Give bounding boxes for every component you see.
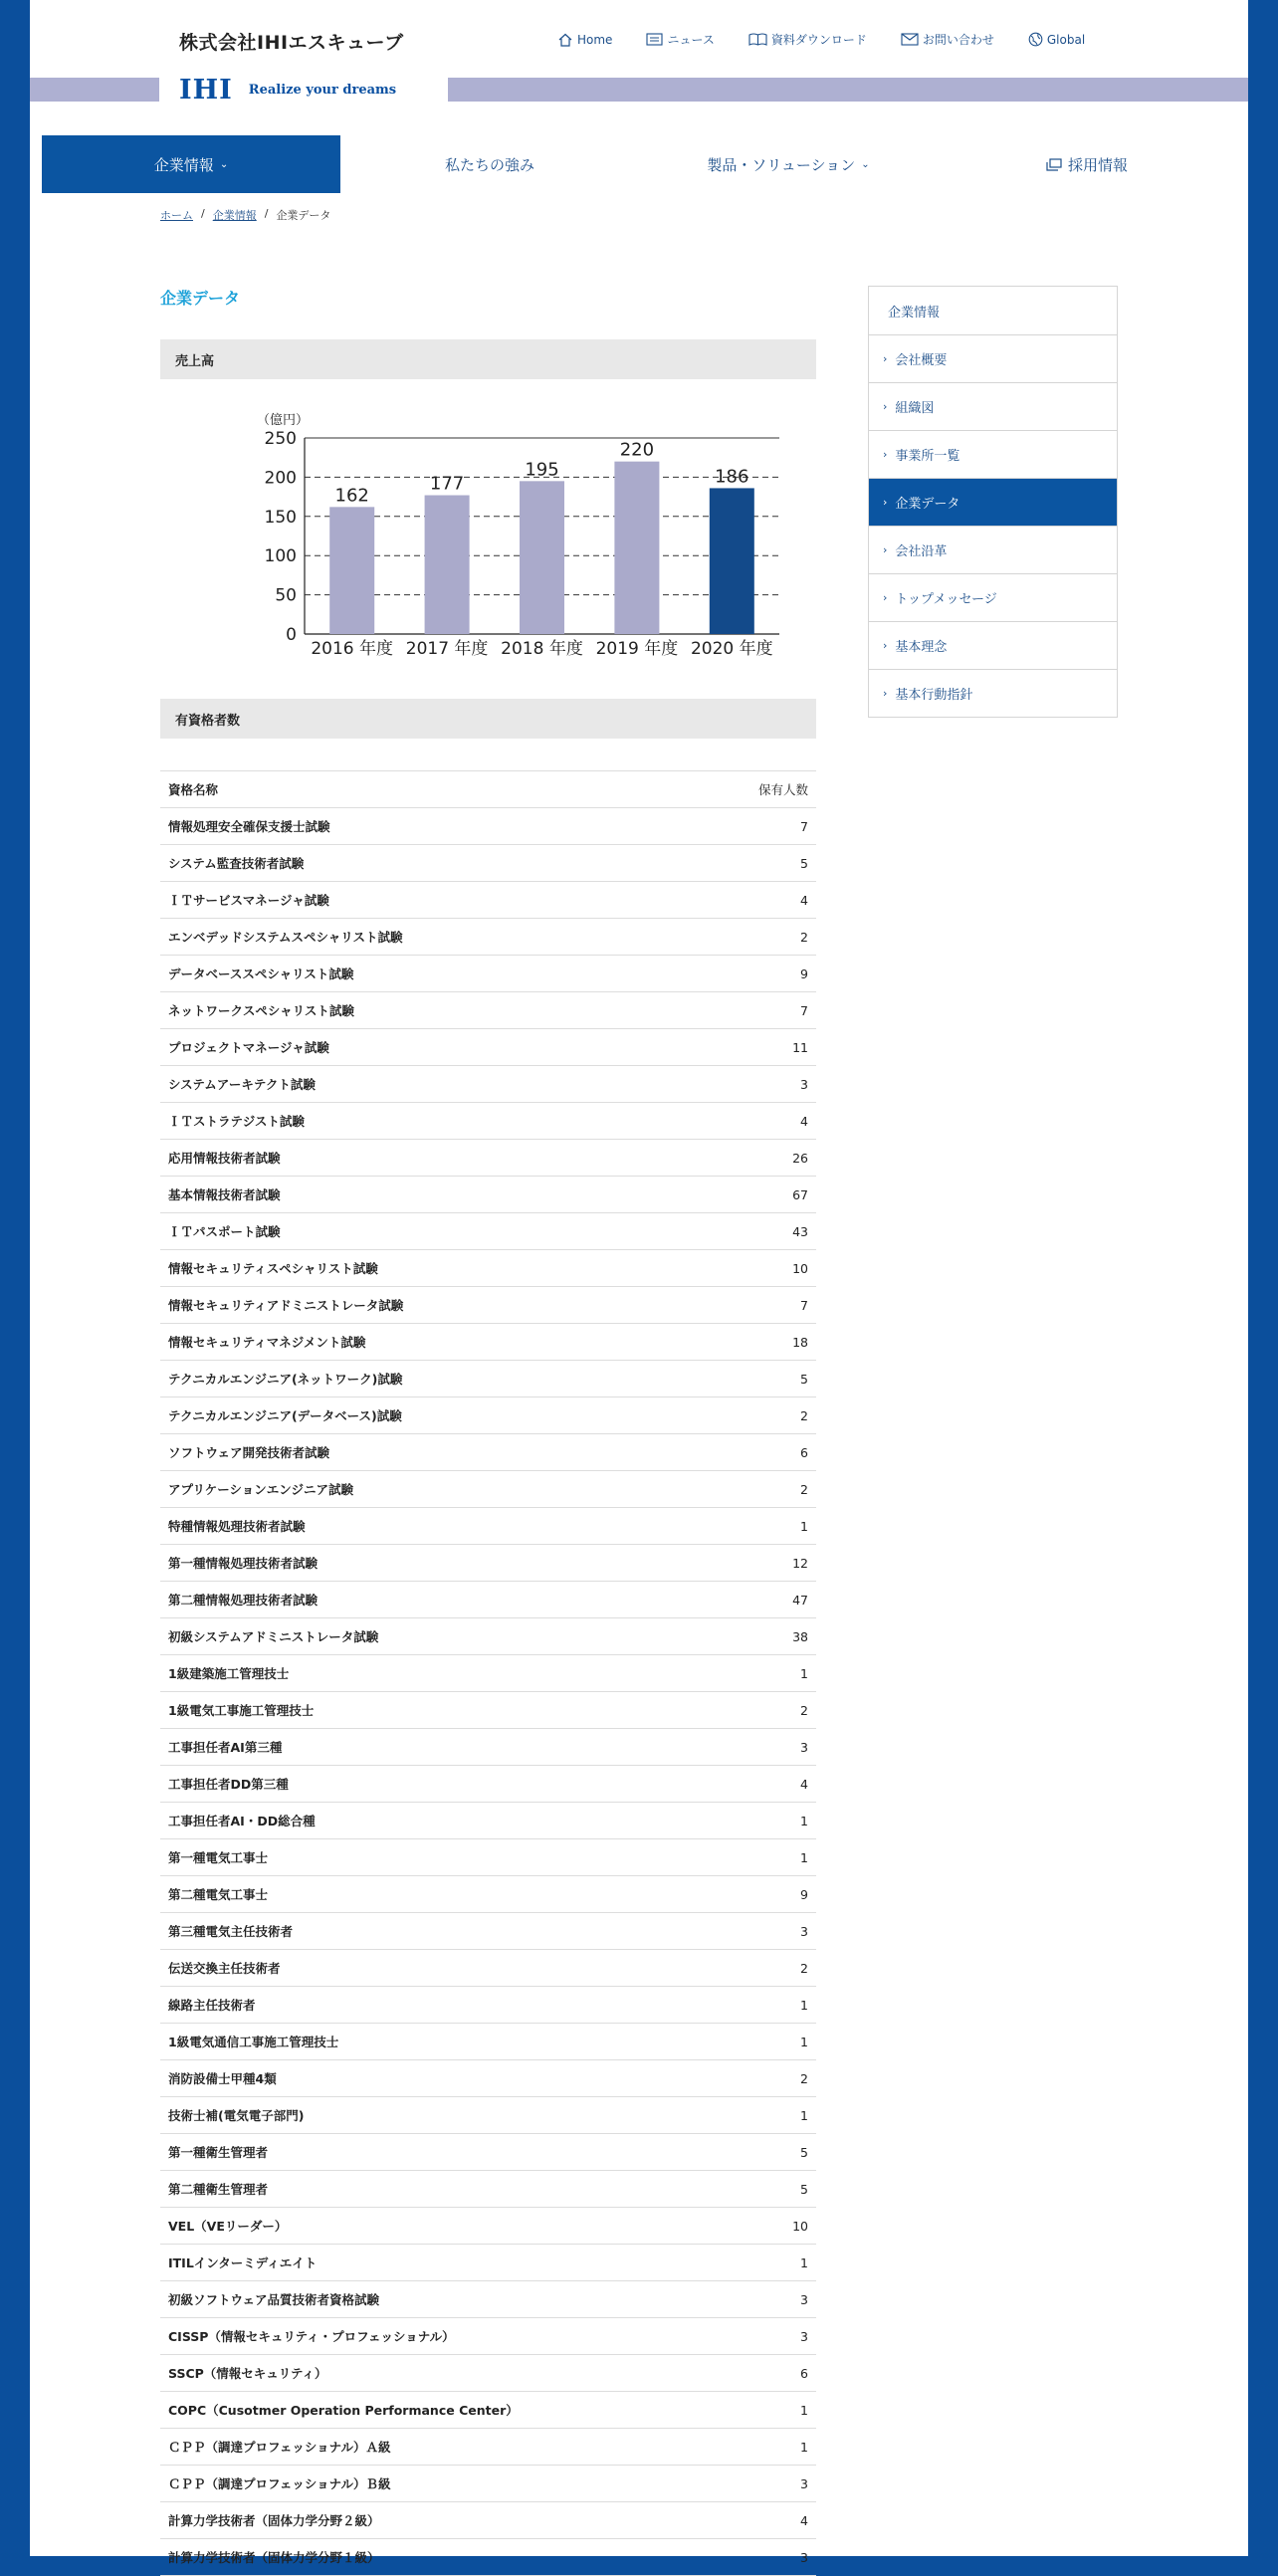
table-row xyxy=(160,2134,816,2171)
chart-bar xyxy=(329,507,374,634)
table-row xyxy=(160,1987,816,2024)
chart-x-tick-label: 2018 年度 xyxy=(501,639,583,659)
qualification-name: 第一種電気工事士 xyxy=(160,1839,717,1876)
util-global-label: Global xyxy=(1046,32,1086,47)
table-row xyxy=(160,1213,816,1250)
chart-x-tick-label: 2020 年度 xyxy=(690,639,773,659)
chevron-right-icon: › xyxy=(883,543,888,556)
chart-data-label: 220 xyxy=(619,439,655,461)
page xyxy=(30,0,1248,2565)
qualification-name: システムアーキテクト試験 xyxy=(160,1066,717,1103)
util-download-label: 資料ダウンロード xyxy=(770,33,867,47)
holder-count: 3 xyxy=(717,1913,816,1950)
table-row xyxy=(160,1766,816,1803)
chart-y-tick-label: 150 xyxy=(264,507,297,528)
holder-count: 5 xyxy=(717,845,816,882)
table-row xyxy=(160,1508,816,1545)
table-row xyxy=(160,2392,816,2429)
breadcrumb-current: 企業データ xyxy=(276,209,331,222)
holder-count: 6 xyxy=(717,2355,816,2392)
global-nav xyxy=(42,135,1236,193)
table-row xyxy=(160,1434,816,1471)
holder-count: 47 xyxy=(717,1582,816,1618)
qualification-name: 第二種情報処理技術者試験 xyxy=(160,1582,717,1618)
side-nav-title-label: 企業情報 xyxy=(888,305,941,321)
chevron-right-icon: › xyxy=(883,400,888,413)
company-name[interactable]: 株式会社IHIエスキューブ xyxy=(179,32,404,54)
table-row xyxy=(160,1250,816,1287)
table-row xyxy=(160,1397,816,1434)
side-nav-item-label: 会社概要 xyxy=(895,353,948,368)
book-icon xyxy=(748,33,767,46)
qualification-name: ＩＴパスポート試験 xyxy=(160,1213,717,1250)
news-icon xyxy=(646,33,663,46)
table-row xyxy=(160,2208,816,2245)
table-row xyxy=(160,1655,816,1692)
side-nav-item[interactable] xyxy=(869,478,1117,526)
chart-bar xyxy=(710,488,754,634)
holder-count: 7 xyxy=(717,1287,816,1324)
table-row xyxy=(160,2097,816,2134)
qualification-name: CISSP（情報セキュリティ・プロフェッショナル） xyxy=(160,2318,717,2355)
util-news-label: ニュース xyxy=(667,33,715,47)
gnav-strengths-label: 私たちの強み xyxy=(444,155,534,174)
holder-count: 3 xyxy=(717,2281,816,2318)
side-nav-item[interactable] xyxy=(869,621,1117,669)
chart-data-label: 195 xyxy=(525,459,559,481)
util-download-link[interactable] xyxy=(748,31,867,48)
holder-count: 10 xyxy=(717,1250,816,1287)
holder-count: 1 xyxy=(717,1987,816,2024)
table-row xyxy=(160,2245,816,2281)
qualification-name: 消防設備士甲種4類 xyxy=(160,2060,717,2097)
table-row xyxy=(160,845,816,882)
table-row xyxy=(160,1582,816,1618)
qualification-name: アプリケーションエンジニア試験 xyxy=(160,1471,717,1508)
holder-count: 2 xyxy=(717,1397,816,1434)
home-icon xyxy=(557,33,573,47)
holder-count: 6 xyxy=(717,1434,816,1471)
qualification-name: 第一種情報処理技術者試験 xyxy=(160,1545,717,1582)
gnav-products[interactable] xyxy=(639,135,938,193)
qualification-name: 情報処理安全確保支援士試験 xyxy=(160,808,717,845)
qualification-name: 線路主任技術者 xyxy=(160,1987,717,2024)
qualification-name: 初級ソフトウェア品質技術者資格試験 xyxy=(160,2281,717,2318)
holder-count: 11 xyxy=(717,1029,816,1066)
holder-count: 1 xyxy=(717,2429,816,2466)
util-contact-link[interactable] xyxy=(901,31,994,48)
side-nav-item-label: トップメッセージ xyxy=(895,592,997,607)
holder-count: 3 xyxy=(717,2318,816,2355)
side-nav-title[interactable] xyxy=(869,287,1117,334)
holder-count: 4 xyxy=(717,1103,816,1140)
table-row xyxy=(160,1692,816,1729)
table-row xyxy=(160,1177,816,1213)
table-row xyxy=(160,956,816,992)
column-header-name: 資格名称 xyxy=(160,771,717,808)
table-row xyxy=(160,2281,816,2318)
gnav-strengths[interactable] xyxy=(340,135,639,193)
side-nav-item[interactable] xyxy=(869,526,1117,573)
table-row xyxy=(160,1324,816,1361)
table-row xyxy=(160,882,816,919)
qualification-name: 第二種衛生管理者 xyxy=(160,2171,717,2208)
holder-count: 2 xyxy=(717,1692,816,1729)
chart-y-tick-label: 250 xyxy=(264,429,297,449)
chart-data-label: 162 xyxy=(334,485,369,507)
qualification-name: ネットワークスペシャリスト試験 xyxy=(160,992,717,1029)
sales-chart xyxy=(229,402,786,661)
table-row xyxy=(160,1140,816,1177)
holder-count: 7 xyxy=(717,808,816,845)
holder-count: 3 xyxy=(717,1729,816,1766)
holder-count: 3 xyxy=(717,2539,816,2576)
column-header-count: 保有人数 xyxy=(717,771,816,808)
qualification-name: ＣＰＰ（調達プロフェッショナル）Ａ級 xyxy=(160,2429,717,2466)
qualification-name: COPC（Cusotmer Operation Performance Center） xyxy=(160,2392,717,2429)
table-row xyxy=(160,2539,816,2576)
table-row xyxy=(160,2318,816,2355)
table-row xyxy=(160,919,816,956)
breadcrumb-home[interactable]: ホーム xyxy=(160,209,193,222)
qualification-name: 計算力学技術者（固体力学分野１級） xyxy=(160,2539,717,2576)
table-row xyxy=(160,1029,816,1066)
breadcrumb-separator: / xyxy=(264,207,269,220)
holder-count: 9 xyxy=(717,956,816,992)
qualification-name: 情報セキュリティマネジメント試験 xyxy=(160,1324,717,1361)
qualification-name: 特種情報処理技術者試験 xyxy=(160,1508,717,1545)
holder-count: 1 xyxy=(717,2245,816,2281)
holder-count: 5 xyxy=(717,2171,816,2208)
breadcrumb xyxy=(160,207,330,223)
holder-count: 2 xyxy=(717,1471,816,1508)
chart-y-tick-label: 0 xyxy=(286,625,297,645)
breadcrumb-parent[interactable]: 企業情報 xyxy=(212,209,257,222)
holder-count: 5 xyxy=(717,1361,816,1397)
qualification-name: 情報セキュリティスペシャリスト試験 xyxy=(160,1250,717,1287)
qualification-name: テクニカルエンジニア(データベース)試験 xyxy=(160,1397,717,1434)
qualification-name: 第二種電気工事士 xyxy=(160,1876,717,1913)
holder-count: 3 xyxy=(717,2466,816,2502)
gnav-company-info-label: 企業情報 xyxy=(153,155,214,174)
chart-x-tick-label: 2016 年度 xyxy=(311,639,394,659)
util-global-link[interactable] xyxy=(1028,31,1085,48)
table-body xyxy=(160,808,816,2576)
table-row xyxy=(160,1803,816,1839)
qualifications-table xyxy=(160,770,816,2576)
chart-y-tick-label: 50 xyxy=(275,585,297,606)
qualification-name: ＣＰＰ（調達プロフェッショナル）Ｂ級 xyxy=(160,2466,717,2502)
chart-bar xyxy=(425,496,470,634)
holder-count: 3 xyxy=(717,1066,816,1103)
chevron-right-icon: › xyxy=(883,352,888,365)
qualification-name: 工事担任者AI・DD総合種 xyxy=(160,1803,717,1839)
qualification-name: ＩＴサービスマネージャ試験 xyxy=(160,882,717,919)
external-window-icon xyxy=(1046,158,1062,171)
holder-count: 67 xyxy=(717,1177,816,1213)
chevron-down-icon: ⌄ xyxy=(219,158,229,170)
table-row xyxy=(160,1913,816,1950)
table-row xyxy=(160,1287,816,1324)
side-nav-item-label: 事業所一覧 xyxy=(895,449,960,464)
qualification-name: 技術士補(電気電子部門) xyxy=(160,2097,717,2134)
globe-icon xyxy=(1028,32,1043,47)
chart-bar xyxy=(520,481,564,634)
side-nav-item[interactable] xyxy=(869,430,1117,478)
table-row xyxy=(160,2024,816,2060)
mail-icon xyxy=(901,33,919,46)
qualification-name: 第一種衛生管理者 xyxy=(160,2134,717,2171)
side-nav-item-label: 組織図 xyxy=(895,401,935,416)
holder-count: 1 xyxy=(717,1508,816,1545)
table-row xyxy=(160,1545,816,1582)
gnav-company-info[interactable] xyxy=(42,135,340,193)
qualification-name: 工事担任者DD第三種 xyxy=(160,1766,717,1803)
side-nav xyxy=(868,286,1118,718)
side-nav-item[interactable] xyxy=(869,382,1117,430)
qualification-name: エンベデッドシステムスペシャリスト試験 xyxy=(160,919,717,956)
page-title: 企業データ xyxy=(160,289,241,308)
chevron-right-icon: › xyxy=(883,591,888,604)
table-row xyxy=(160,1103,816,1140)
chevron-right-icon: › xyxy=(883,639,888,652)
qualifications-section-heading: 有資格者数 xyxy=(160,699,816,739)
qualification-name: 1級建築施工管理技士 xyxy=(160,1655,717,1692)
holder-count: 1 xyxy=(717,1839,816,1876)
holder-count: 12 xyxy=(717,1545,816,1582)
utility-nav xyxy=(557,31,1119,48)
qualification-name: テクニカルエンジニア(ネットワーク)試験 xyxy=(160,1361,717,1397)
qualification-name: 工事担任者AI第三種 xyxy=(160,1729,717,1766)
table-row xyxy=(160,2502,816,2539)
holder-count: 1 xyxy=(717,2024,816,2060)
util-home-label: Home xyxy=(577,32,613,47)
gnav-recruit[interactable] xyxy=(938,135,1236,193)
holder-count: 4 xyxy=(717,2502,816,2539)
chart-x-tick-label: 2017 年度 xyxy=(405,639,489,659)
holder-count: 4 xyxy=(717,882,816,919)
qualification-name: ＩＴストラテジスト試験 xyxy=(160,1103,717,1140)
holder-count: 7 xyxy=(717,992,816,1029)
holder-count: 9 xyxy=(717,1876,816,1913)
table-row xyxy=(160,1471,816,1508)
chart-data-label: 186 xyxy=(715,466,749,488)
qualification-name: ITILインターミディエイト xyxy=(160,2245,717,2281)
breadcrumb-separator: / xyxy=(201,207,205,220)
brand-tagline: Realize your dreams xyxy=(248,82,397,98)
qualification-name: 応用情報技術者試験 xyxy=(160,1140,717,1177)
table-row xyxy=(160,1839,816,1876)
chart-bar xyxy=(614,462,659,634)
holder-count: 43 xyxy=(717,1213,816,1250)
table-row xyxy=(160,2466,816,2502)
side-nav-item-label: 会社沿革 xyxy=(895,544,948,559)
chevron-right-icon: › xyxy=(883,496,888,509)
gnav-recruit-label: 採用情報 xyxy=(1067,155,1128,174)
side-nav-item[interactable] xyxy=(869,334,1117,382)
sales-section-heading: 売上高 xyxy=(160,339,816,379)
qualification-name: 計算力学技術者（固体力学分野２級） xyxy=(160,2502,717,2539)
gnav-products-label: 製品・ソリューション xyxy=(707,155,856,174)
table-row xyxy=(160,2171,816,2208)
holder-count: 38 xyxy=(717,1618,816,1655)
chart-y-tick-label: 100 xyxy=(264,546,297,567)
table-row xyxy=(160,1950,816,1987)
table-row xyxy=(160,1618,816,1655)
qualification-name: 情報セキュリティアドミニストレータ試験 xyxy=(160,1287,717,1324)
side-nav-item-label: 企業データ xyxy=(895,497,960,512)
qualification-name: 第三種電気主任技術者 xyxy=(160,1913,717,1950)
side-nav-item[interactable] xyxy=(869,669,1117,717)
table-header-row xyxy=(160,771,816,808)
side-nav-item[interactable] xyxy=(869,573,1117,621)
holder-count: 1 xyxy=(717,2392,816,2429)
table-row xyxy=(160,992,816,1029)
util-contact-label: お問い合わせ xyxy=(922,33,994,47)
holder-count: 1 xyxy=(717,1803,816,1839)
side-nav-item-label: 基本行動指針 xyxy=(895,688,973,703)
table-row xyxy=(160,2060,816,2097)
ihi-logo: IHI xyxy=(179,74,233,106)
table-row xyxy=(160,2355,816,2392)
holder-count: 4 xyxy=(717,1766,816,1803)
holder-count: 5 xyxy=(717,2134,816,2171)
table-row xyxy=(160,1876,816,1913)
holder-count: 1 xyxy=(717,1655,816,1692)
qualification-name: 初級システムアドミニストレータ試験 xyxy=(160,1618,717,1655)
qualification-name: データベーススペシャリスト試験 xyxy=(160,956,717,992)
chart-x-tick-label: 2019 年度 xyxy=(595,639,679,659)
qualification-name: 1級電気工事施工管理技士 xyxy=(160,1692,717,1729)
table-row xyxy=(160,808,816,845)
qualification-name: VEL（VEリーダー） xyxy=(160,2208,717,2245)
qualification-name: ソフトウェア開発技術者試験 xyxy=(160,1434,717,1471)
holder-count: 26 xyxy=(717,1140,816,1177)
holder-count: 2 xyxy=(717,2060,816,2097)
qualification-name: SSCP（情報セキュリティ） xyxy=(160,2355,717,2392)
chart-y-tick-label: 200 xyxy=(264,468,297,489)
chart-data-label: 177 xyxy=(429,473,465,495)
table-row xyxy=(160,1729,816,1766)
util-news-link[interactable] xyxy=(646,31,714,48)
holder-count: 2 xyxy=(717,919,816,956)
holder-count: 18 xyxy=(717,1324,816,1361)
chart-unit-label: （億円） xyxy=(257,413,310,428)
holder-count: 1 xyxy=(717,2097,816,2134)
holder-count: 2 xyxy=(717,1950,816,1987)
qualification-name: 基本情報技術者試験 xyxy=(160,1177,717,1213)
util-home-link[interactable] xyxy=(557,31,612,48)
table-row xyxy=(160,1066,816,1103)
qualification-name: システム監査技術者試験 xyxy=(160,845,717,882)
qualification-name: 伝送交換主任技術者 xyxy=(160,1950,717,1987)
holder-count: 10 xyxy=(717,2208,816,2245)
table-row xyxy=(160,1361,816,1397)
side-nav-item-label: 基本理念 xyxy=(895,640,948,655)
qualification-name: 1級電気通信工事施工管理技士 xyxy=(160,2024,717,2060)
chevron-right-icon: › xyxy=(883,687,888,700)
chevron-down-icon: ⌄ xyxy=(861,158,870,170)
table-row xyxy=(160,2429,816,2466)
qualification-name: プロジェクトマネージャ試験 xyxy=(160,1029,717,1066)
chevron-right-icon: › xyxy=(883,448,888,461)
brand-logo-area[interactable] xyxy=(159,72,448,107)
